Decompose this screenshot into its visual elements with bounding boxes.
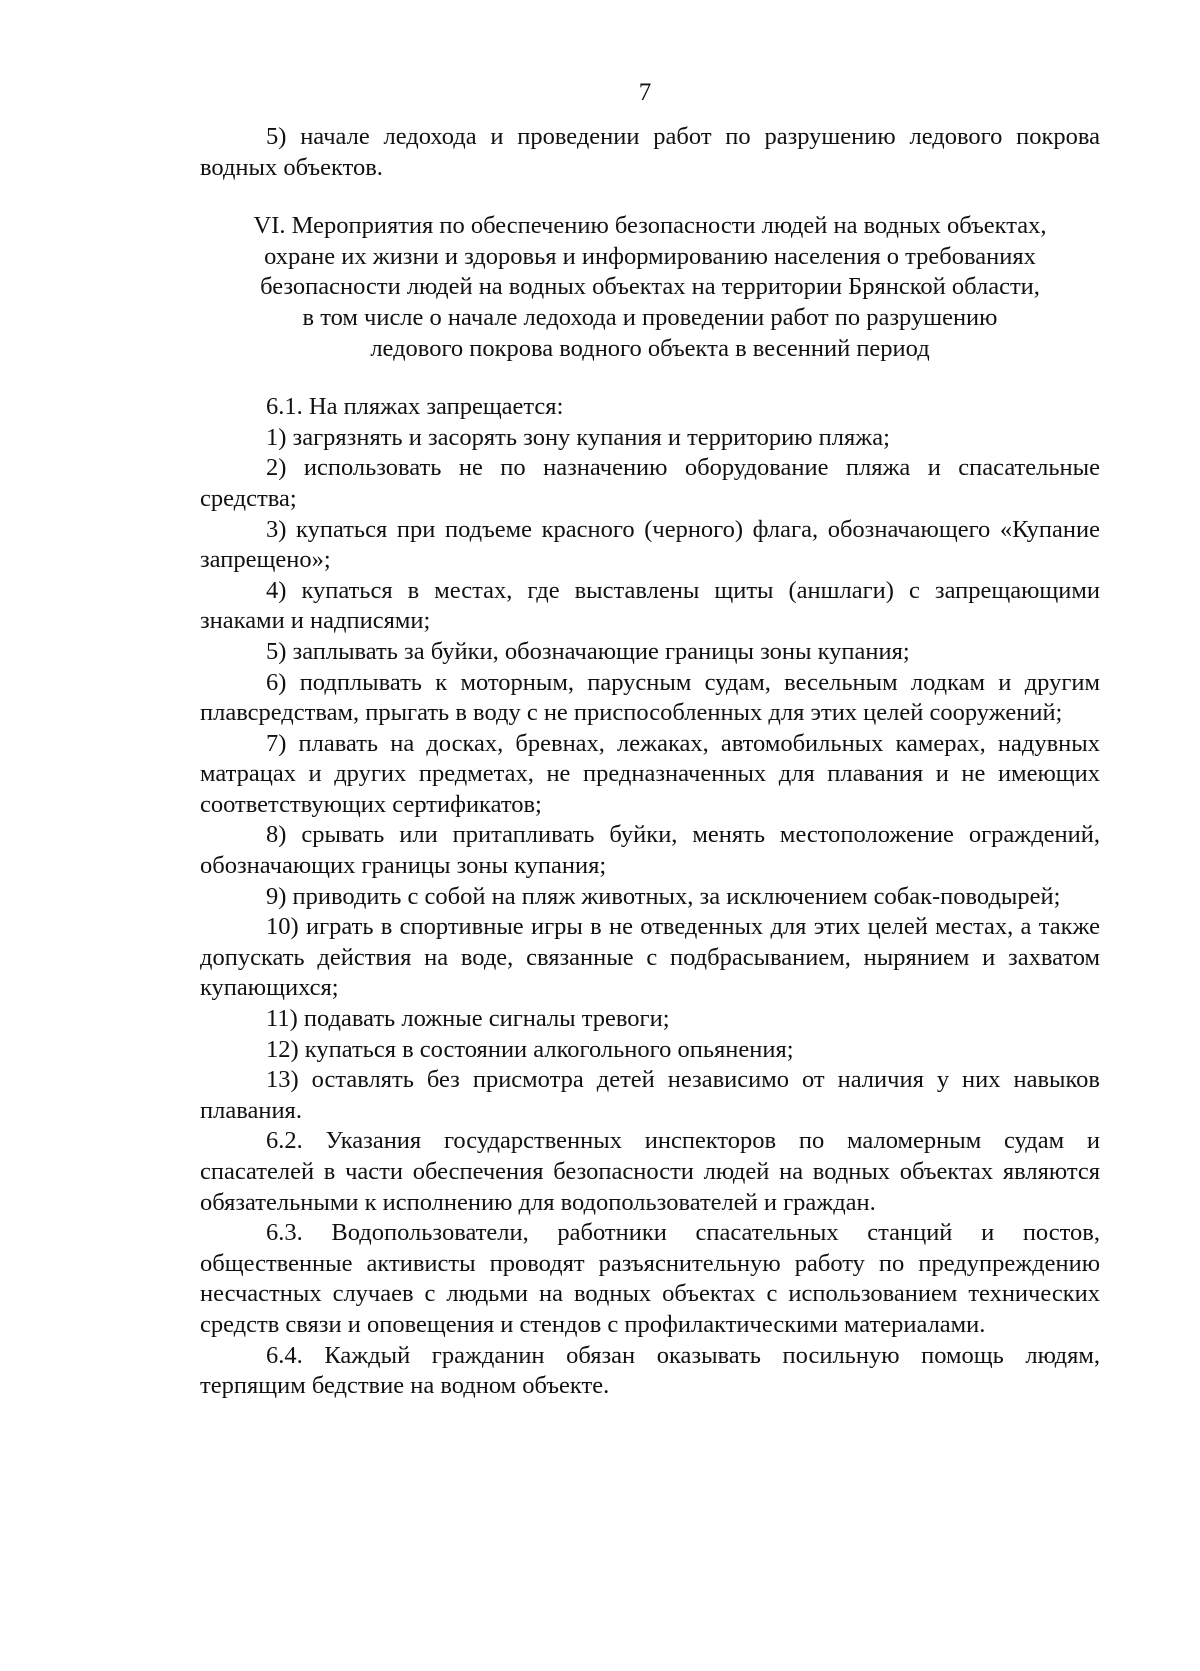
list-item: 8) срывать или притапливать буйки, менять местоположение ограждений, обозначающих границы зоны купания; [200, 821, 1100, 880]
section-6-1-title: 6.1. На пляжах запрещается: [266, 393, 564, 421]
list-item: 2) использовать не по назначению оборудование пляжа и спасательные средства; [200, 454, 1100, 512]
list-item: 13) оставлять без присмотра детей независимо от наличия у них навыков плавания. [200, 1066, 1100, 1124]
document-body [200, 122, 1100, 1402]
list-item: 7) плавать на досках, бревнах, лежаках, автомобильных камерах, надувных матрацах и других предметах, не предназначенных для плавания и не имеющих соответствующих сертификатов; [200, 729, 1100, 818]
list-item: 5) заплывать за буйки, обозначающие границы зоны купания; [266, 637, 910, 665]
heading-line: VI. Мероприятия по обеспечению безопасности людей на водных объектах, [253, 212, 1047, 240]
section-6-4: 6.4. Каждый гражданин обязан оказывать посильную помощь людям, терпящим бедствие на водном объекте. [200, 1341, 1100, 1400]
list-item: 10) играть в спортивные игры в не отведенных для этих целей местах, а также допускать действия на воде, связанные с подбрасыванием, нырянием и захватом купающихся; [200, 913, 1100, 1002]
section-6-3: 6.3. Водопользователи, работники спасательных станций и постов, общественные активисты проводят разъяснительную работу по предупреждению несчастных случаев с людьми на водных объектах с использованием технических средств связи и оповещения и стендов с профилактическими материалами. [200, 1219, 1100, 1338]
heading-line: ледового покрова водного объекта в весенний период [370, 334, 930, 362]
paragraph-item-5-ice-drift: 5) начале ледохода и проведении работ по разрушению ледового покрова водных объектов. [200, 123, 1100, 181]
heading-line: охране их жизни и здоровья и информированию населения о требованиях [264, 242, 1036, 270]
list-item: 11) подавать ложные сигналы тревоги; [266, 1005, 670, 1033]
section-6-2: 6.2. Указания государственных инспекторов по маломерным судам и спасателей в части обеспечения безопасности людей на водных объектах являются обязательными к исполнению для водопользователей и граждан. [200, 1127, 1100, 1216]
page-number: 7 [638, 79, 652, 106]
list-item: 6) подплывать к моторным, парусным судам, весельным лодкам и другим плавсредствам, прыгать в воду с не приспособленных для этих целей сооружений; [200, 668, 1100, 727]
list-item: 4) купаться в местах, где выставлены щиты (аншлаги) с запрещающими знаками и надписями; [200, 576, 1100, 635]
list-item: 1) загрязнять и засорять зону купания и территорию пляжа; [266, 423, 890, 451]
section-heading-vi [200, 211, 1100, 364]
heading-line: в том числе о начале ледохода и проведении работ по разрушению [302, 303, 998, 331]
list-item: 9) приводить с собой на пляж животных, за исключением собак-поводырей; [266, 882, 1061, 910]
heading-line: безопасности людей на водных объектах на территории Брянской области, [260, 273, 1040, 301]
list-item: 3) купаться при подъеме красного (черного) флага, обозначающего «Купание запрещено»; [200, 515, 1100, 574]
list-item: 12) купаться в состоянии алкогольного опьянения; [266, 1035, 794, 1063]
